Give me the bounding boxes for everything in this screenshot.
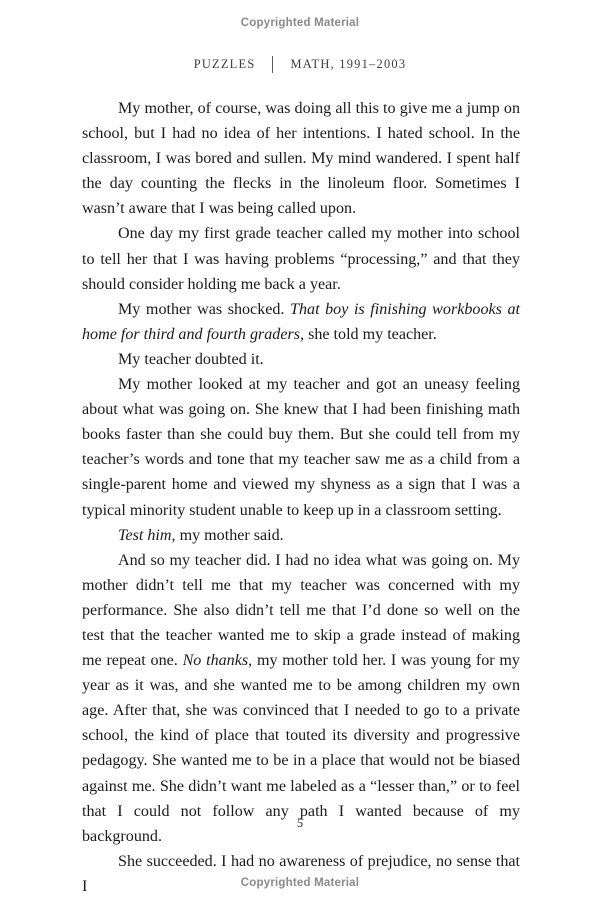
- body-paragraph: My mother was shocked. That boy is finishing workbooks at home for third and fourth graders, she told my teacher.: [82, 300, 521, 343]
- page-number: 5: [296, 816, 304, 830]
- emphasis-text: Test him: [118, 526, 172, 544]
- body-paragraph: One day my first grade teacher called my mother into school to tell her that I was having problems “processing,” and that they should consider holding me back a year.: [82, 225, 520, 293]
- body-paragraph: She succeeded. I had no awareness of prejudice, no sense that I: [82, 852, 520, 895]
- emphasis-text: No thanks: [182, 652, 249, 670]
- running-head: [0, 56, 600, 73]
- copyright-watermark-bottom: Copyrighted Material: [240, 877, 360, 889]
- running-head-section: MATH, 1991–2003: [290, 57, 407, 71]
- body-paragraph: My teacher doubted it.: [118, 350, 264, 368]
- emphasis-text: That boy is finishing workbooks at home for third and fourth graders: [82, 300, 521, 343]
- body-paragraph: My mother, of course, was doing all this to give me a jump on school, but I had no idea of her intentions. I hated school. In the classroom, I was bored and sullen. My mind wandered. I spent half the day counting the flecks in the linoleum floor. Sometimes I wasn’t aware that I was being called upon.: [82, 100, 520, 218]
- body-paragraph: My mother looked at my teacher and got an uneasy feeling about what was going on. She knew that I had been finishing math books faster than she could buy them. But she could tell from my teacher’s words and tone that my teacher saw me as a child from a single-parent home and viewed my shyness as a sign that I was a typical minority student unable to keep up in a classroom setting.: [82, 376, 520, 519]
- copyright-watermark-top: Copyrighted Material: [240, 17, 360, 29]
- body-paragraph: Test him, my mother said.: [118, 526, 284, 544]
- running-head-chapter: PUZZLES: [193, 57, 256, 71]
- body-text-block: [82, 96, 520, 899]
- body-paragraph: And so my teacher did. I had no idea what was going on. My mother didn’t tell me that my teacher was concerned with my performance. She also didn’t tell me that I’d done so well on the test that the teacher wanted me to skip a grade instead of making me repeat one. No thanks, my mother told her. I was young for my year as it was, and she wanted me to be among children my own age. After that, she was convinced that I needed to go to a private school, the kind of place that touted its diversity and progressive pedagogy. She wanted me to be in a place that would not be biased against me. She didn’t want me labeled as a “lesser than,” or to feel that I could not follow any path I wanted because of my background.: [82, 551, 520, 845]
